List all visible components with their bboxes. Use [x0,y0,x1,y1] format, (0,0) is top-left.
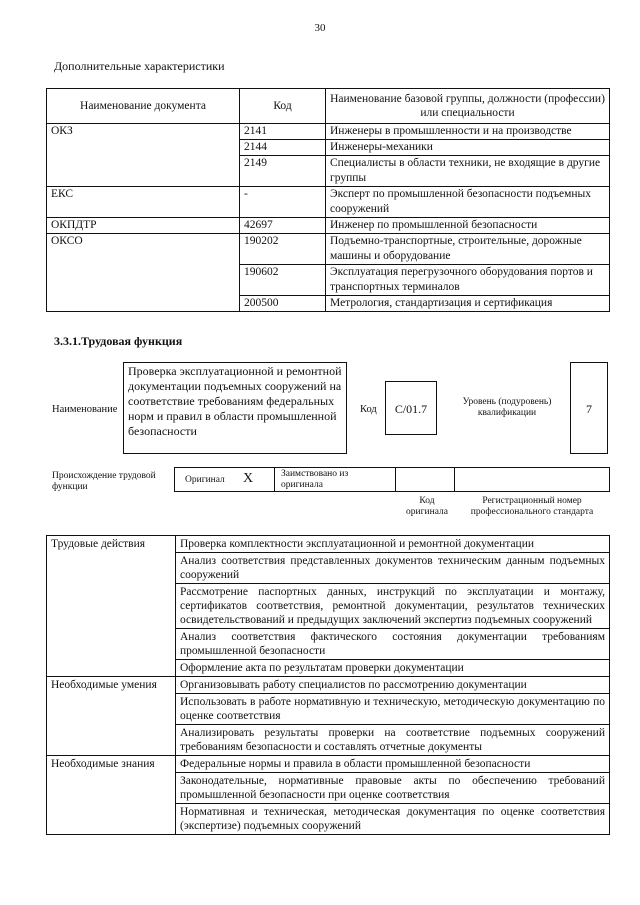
table-row [47,140,610,156]
category-label: Необходимые знания [47,756,176,773]
doc-name-cell: ЕКС [47,187,240,218]
table-row [47,804,610,835]
table-row [47,756,610,773]
doc-name-cell [47,265,240,296]
divider [274,468,275,491]
table-row [47,660,610,677]
table-row [47,584,610,629]
category-label: Трудовые действия [47,536,176,553]
list-item: Анализ соответствия фактического состояния документации требованиям промышленной безопасности [176,629,610,660]
table-row [47,773,610,804]
list-item: Законодательные, нормативные правовые акты по обеспечению требований промышленной безопасности при оценке соответствия [176,773,610,804]
category-label: Необходимые умения [47,677,176,694]
borrowed-label: Заимствовано из оригинала [281,469,349,490]
list-item: Организовывать работу специалистов по рассмотрению документации [176,677,610,694]
table-row [47,536,610,553]
name-label: Наименование [52,404,118,415]
code-cell: 190602 [240,265,326,296]
list-item: Анализировать результаты проверки на соответствие подъемных сооружений требованиям безопасности и составлять отчетные документы [176,725,610,756]
page-number: 30 [314,22,326,34]
category-spacer [47,694,176,725]
category-spacer [47,629,176,660]
list-item: Рассмотрение паспортных данных, инструкций по эксплуатации и монтажу, сертификатов соответствия, ремонтной документации, результатов технических освидетельствований и предыдущих заключений экспертиз подъемных сооружений [176,584,610,629]
table-header-row [47,89,610,124]
labor-function-heading: 3.3.1.Трудовая функция [54,334,183,348]
group-name-cell: Эксперт по промышленной безопасности подъемных сооружений [326,187,610,218]
group-name-cell: Инженер по промышленной безопасности [326,218,610,234]
code-cell: 42697 [240,218,326,234]
original-label: Оригинал [185,475,225,485]
category-spacer [47,584,176,629]
table-row [47,725,610,756]
doc-name-cell: ОКПДТР [47,218,240,234]
column-header: Наименование базовой группы, должности (профессии) или специальности [326,89,610,124]
category-spacer [47,660,176,677]
table-row [47,694,610,725]
divider [454,468,455,491]
table-row [47,234,610,265]
code-label: Код [360,404,377,415]
list-item: Федеральные нормы и правила в области промышленной безопасности [176,756,610,773]
doc-name-cell [47,296,240,312]
list-item: Нормативная и техническая, методическая документация по оценке соответствия (экспертизе) подъемных сооружений [176,804,610,835]
table-row [47,124,610,140]
list-item: Оформление акта по результатам проверки документации [176,660,610,677]
category-spacer [47,553,176,584]
column-header: Код [240,89,326,124]
function-name-box: Проверка эксплуатационной и ремонтной документации подъемных сооружений на соответствие требованиям федеральных норм и правил в области промышленной безопасности [123,362,347,454]
table-row [47,629,610,660]
reg-number-label: Регистрационный номер профессионального стандарта [470,496,594,517]
group-name-cell: Подъемно-транспортные, строительные, дорожные машины и оборудование [326,234,610,265]
doc-name-cell: ОКЗ [47,124,240,140]
origin-label: Происхождение трудовой функции [52,471,156,492]
column-header: Наименование документа [47,89,240,124]
group-name-cell: Метрология, стандартизация и сертификация [326,296,610,312]
list-item: Анализ соответствия представленных документов техническим данным подъемных сооружений [176,553,610,584]
table-row [47,296,610,312]
table-row [47,553,610,584]
table-row [47,677,610,694]
table-row [47,218,610,234]
code-cell: 190202 [240,234,326,265]
group-name-cell: Специалисты в области техники, не входящие в другие группы [326,156,610,187]
list-item: Использовать в работе нормативную и техническую, методическую документацию по оценке соответствия [176,694,610,725]
origin-row [174,467,610,492]
divider [395,468,396,491]
group-name-cell: Инженеры-механики [326,140,610,156]
category-spacer [47,804,176,835]
category-spacer [47,773,176,804]
origin-code-label: Код оригинала [406,496,448,517]
code-cell: 2149 [240,156,326,187]
level-value-box: 7 [570,362,608,454]
category-spacer [47,725,176,756]
original-mark: X [243,471,254,486]
characteristics-table [46,88,610,312]
doc-name-cell [47,140,240,156]
table-row [47,156,610,187]
doc-name-cell [47,156,240,187]
list-item: Проверка комплектности эксплуатационной и ремонтной документации [176,536,610,553]
section-heading: Дополнительные характеристики [54,59,225,73]
code-cell: 200500 [240,296,326,312]
table-row [47,265,610,296]
function-code-box: С/01.7 [385,381,437,435]
doc-name-cell: ОКСО [47,234,240,265]
code-cell: - [240,187,326,218]
code-cell: 2144 [240,140,326,156]
labor-function-table [46,535,610,835]
level-label: Уровень (подуровень) квалификации [462,397,552,418]
group-name-cell: Эксплуатация перегрузочного оборудования портов и транспортных терминалов [326,265,610,296]
group-name-cell: Инженеры в промышленности и на производстве [326,124,610,140]
code-cell: 2141 [240,124,326,140]
table-row [47,187,610,218]
